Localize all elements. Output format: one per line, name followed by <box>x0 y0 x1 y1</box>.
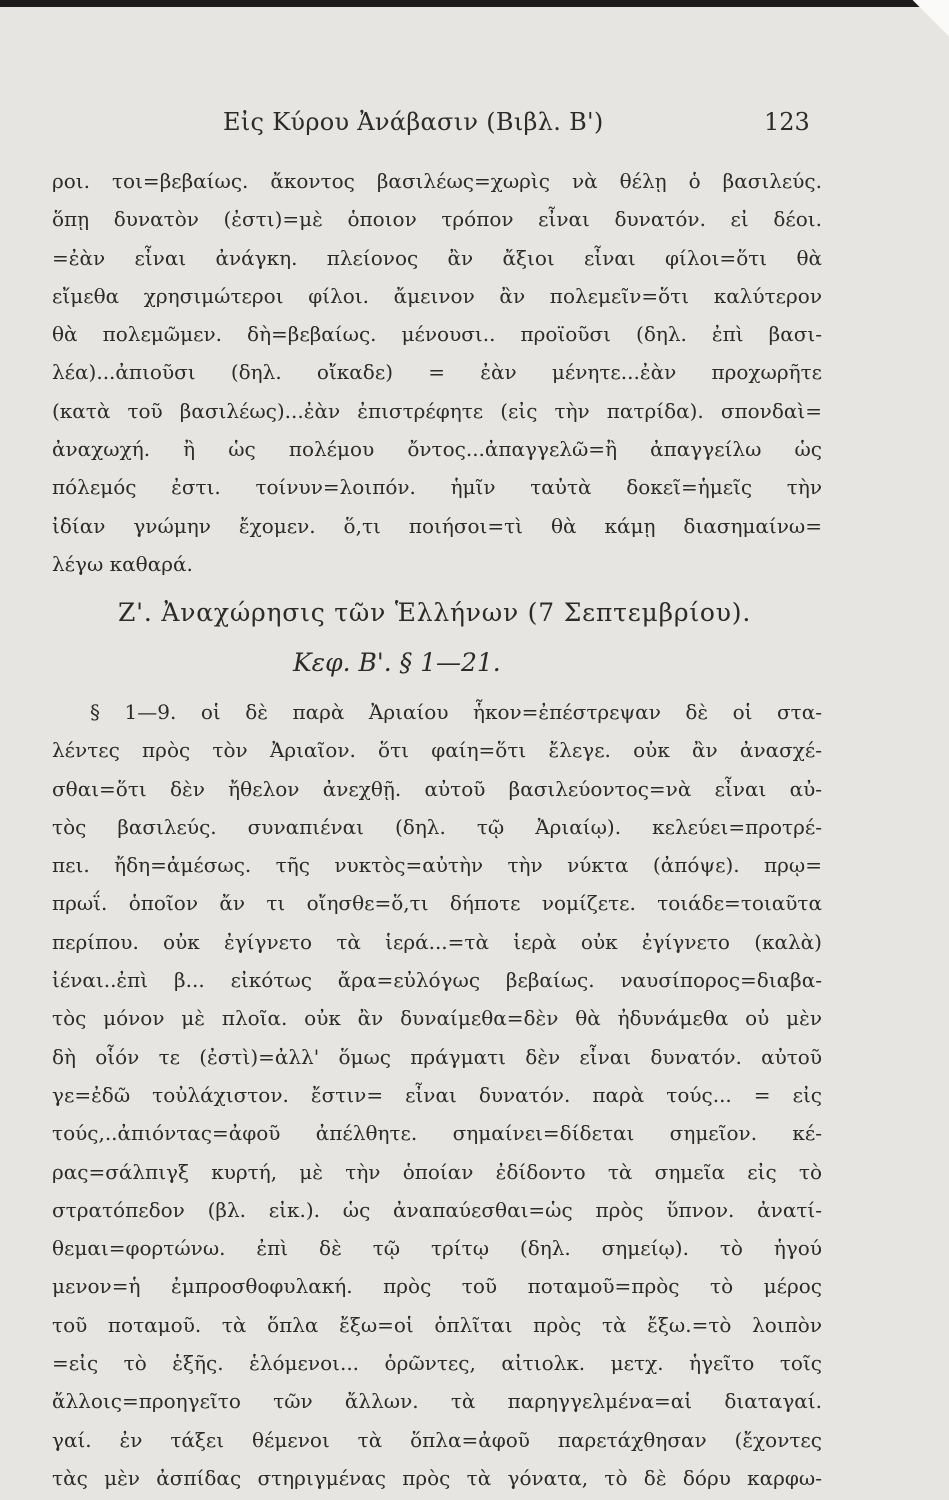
text-line: περίπου. οὐκ ἐγίγνετο τὰ ἱερά...=τὰ ἱερὰ οὐκ ἐγίγνετο (καλὰ) <box>52 929 822 954</box>
text-line: θεμαι=φορτώνω. ἐπὶ δὲ τῷ τρίτῳ (δηλ. σημείῳ). τὸ ἡγού <box>52 1236 822 1261</box>
text-line: στρατόπεδον (βλ. εἰκ.). ὡς ἀναπαύεσθαι=ὡς πρὸς ὕπνον. ἀνατί- <box>52 1197 822 1222</box>
text-line: =ἐὰν εἶναι ἀνάγκη. πλείονος ἂν ἄξιοι εἶναι φίλοι=ὅτι θὰ <box>52 245 822 270</box>
text-line: λέντες πρὸς τὸν Ἀριαῖον. ὅτι φαίη=ὅτι ἔλεγε. οὐκ ἂν ἀνασχέ- <box>52 738 822 763</box>
text-line: θὰ πολεμῶμεν. δὴ=βεβαίως. μένουσι.. προϊοῦσι (δηλ. ἐπὶ βασι- <box>52 322 822 347</box>
scan-edge <box>0 0 949 7</box>
text-line: ἀναχωχή. ἢ ὡς πολέμου ὄντος...ἀπαγγελῶ=ἢ ἀπαγγείλω ὡς <box>52 437 822 462</box>
text-line: ροι. τοι=βεβαίως. ἄκοντος βασιλέως=χωρὶς νὰ θέλῃ ὁ βασιλεύς. <box>52 169 822 193</box>
text-line: δὴ οἷόν τε (ἐστὶ)=ἀλλ' ὅμως πράγματι δὲν εἶναι δυνατόν. αὐτοῦ <box>52 1044 822 1069</box>
text-line: ρας=σάλπιγξ κυρτή, μὲ τὴν ὁποίαν ἐδίδοντο τὰ σημεῖα εἰς τὸ <box>52 1159 822 1184</box>
text-line: τὸς βασιλεύς. συναπιέναι (δηλ. τῷ Ἀριαίῳ). κελεύει=προτρέ- <box>52 814 822 839</box>
text-line: τὸς μόνον μὲ πλοῖα. οὐκ ἂν δυναίμεθα=δὲν θὰ ἠδυνάμεθα οὐ μὲν <box>52 1006 822 1031</box>
text-line: τὰς μὲν ἀσπίδας στηριγμένας πρὸς τὰ γόνατα, τὸ δὲ δόρυ καρφω- <box>52 1465 822 1490</box>
text-line: (κατὰ τοῦ βασιλέως)...ἐὰν ἐπιστρέφητε (εἰς τὴν πατρίδα). σπονδαὶ= <box>52 398 822 423</box>
text-line: ἄλλοις=προηγεῖτο τῶν ἄλλων. τὰ παρηγγελμένα=αἱ διαταγαί. <box>52 1389 822 1414</box>
text-line: πρωΐ. ὁποῖον ἄν τι οἴησθε=ὅ,τι δήποτε νομίζετε. τοιάδε=τοιαῦτα <box>52 891 822 916</box>
text-line: σθαι=ὅτι δὲν ἤθελον ἀνεχθῇ. αὐτοῦ βασιλεύοντος=νὰ εἶναι αὐ- <box>52 776 822 801</box>
text-line: εἴμεθα χρησιμώτεροι φίλοι. ἄμεινον ἂν πολεμεῖν=ὅτι καλύτερον <box>52 283 822 308</box>
text-line: γαί. ἐν τάξει θέμενοι τὰ ὅπλα=ἀφοῦ παρετάχθησαν (ἔχοντες <box>52 1427 822 1452</box>
text-line: λέγω καθαρά. <box>52 551 193 576</box>
chapter-reference: Κεφ. Β'. § 1—21. <box>293 648 501 677</box>
text-line: μενον=ἡ ἐμπροσθοφυλακή. πρὸς τοῦ ποταμοῦ=πρὸς τὸ μέρος <box>52 1274 822 1299</box>
text-line: =εἰς τὸ ἑξῆς. ἑλόμενοι... ὁρῶντες, αἰτιολκ. μετχ. ἡγεῖτο τοῖς <box>52 1351 822 1376</box>
section-heading: Ζ'. Ἀναχώρησις τῶν Ἑλλήνων (7 Σεπτεμβρίου). <box>118 598 752 627</box>
text-line: § 1—9. οἱ δὲ παρὰ Ἀριαίου ἧκον=ἐπέστρεψαν δὲ οἱ στα- <box>90 700 822 724</box>
running-head: Εἰς Κύρου Ἀνάβασιν (Βιβλ. Β') <box>223 108 604 136</box>
text-line: ἰδίαν γνώμην ἔχομεν. ὅ,τι ποιήσοι=τὶ θὰ κάμῃ διασημαίνω= <box>52 513 822 538</box>
page-corner <box>909 0 949 40</box>
text-line: λέα)...ἀπιοῦσι (δηλ. οἴκαδε) = ἐὰν μένητε...ἐὰν προχωρῆτε <box>52 360 822 385</box>
notes-top <box>52 162 822 583</box>
text-line: ἰέναι..ἐπὶ β... εἰκότως ἄρα=εὐλόγως βεβαίως. ναυσίπορος=διαβα- <box>52 968 822 993</box>
page-header <box>0 108 949 148</box>
text-line: πόλεμός ἐστι. τοίνυν=λοιπόν. ἡμῖν ταὐτὰ δοκεῖ=ἡμεῖς τὴν <box>52 475 822 500</box>
notes-bottom <box>52 693 822 1497</box>
text-line: ὅπῃ δυνατὸν (ἐστι)=μὲ ὁποιον τρόπον εἶναι δυνατόν. εἰ δέοι. <box>52 207 822 232</box>
page-number: 123 <box>764 108 810 136</box>
text-line: τούς,..ἀπιόντας=ἀφοῦ ἀπέλθητε. σημαίνει=δίδεται σημεῖον. κέ- <box>52 1121 822 1146</box>
text-line: τοῦ ποταμοῦ. τὰ ὅπλα ἔξω=οἱ ὁπλῖται πρὸς τὰ ἔξω.=τὸ λοιπὸν <box>52 1312 822 1337</box>
text-line: πει. ἤδη=ἀμέσως. τῆς νυκτὸς=αὐτὴν τὴν νύκτα (ἀπόψε). πρῳ= <box>52 853 822 878</box>
text-line: γε=ἐδῶ τοὐλάχιστον. ἔστιν= εἶναι δυνατόν. παρὰ τούς... = εἰς <box>52 1082 822 1107</box>
